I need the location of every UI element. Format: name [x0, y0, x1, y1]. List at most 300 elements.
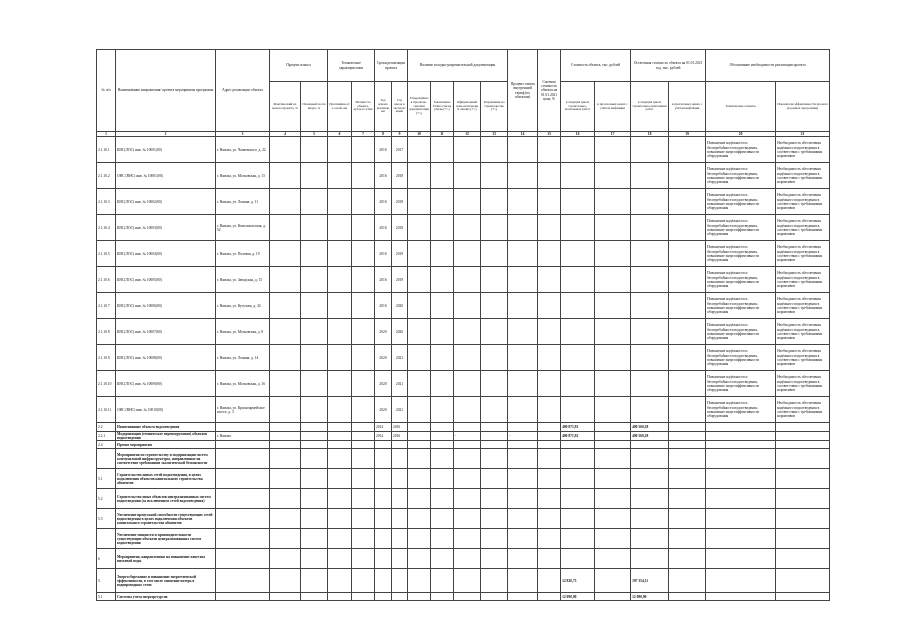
table-row	[97, 241, 830, 267]
table-cell: Энергосбережение и повышение энергетической эффективности, в том числе снижение потерь в водопроводных сетях	[116, 569, 216, 593]
table-cell: г. Вязьма, ул. Кутузова, д. 43	[216, 293, 270, 319]
table-cell	[270, 137, 301, 163]
table-cell	[538, 319, 561, 345]
table-cell	[595, 397, 631, 423]
table-cell: г. Вязьма, ул. Заводская, д. 13	[216, 267, 270, 293]
table-cell	[561, 319, 595, 345]
table-cell	[454, 345, 481, 371]
table-cell	[270, 423, 301, 432]
table-cell	[776, 593, 830, 601]
table-cell	[216, 529, 270, 549]
table-cell: 2014	[375, 423, 392, 432]
section-row	[97, 469, 830, 489]
table-cell: КНС(ЛОС) инв. № 10004(00)	[116, 241, 216, 267]
table-row	[97, 371, 830, 397]
table-cell	[431, 267, 454, 293]
table-cell	[595, 163, 631, 189]
table-cell	[595, 189, 631, 215]
table-cell	[538, 489, 561, 509]
table-cell	[216, 449, 270, 469]
table-cell	[669, 189, 706, 215]
table-cell	[328, 345, 352, 371]
table-cell	[375, 489, 392, 509]
table-cell	[431, 569, 454, 593]
table-cell	[481, 397, 508, 423]
table-cell	[481, 163, 508, 189]
table-cell	[431, 489, 454, 509]
table-cell	[352, 449, 375, 469]
table-cell	[454, 293, 481, 319]
table-cell	[270, 397, 301, 423]
table-cell	[301, 215, 328, 241]
table-cell	[669, 371, 706, 397]
table-cell	[481, 529, 508, 549]
table-cell: 2021	[392, 397, 408, 423]
column-number: 17	[595, 132, 631, 137]
table-cell	[431, 137, 454, 163]
header-cell: в текущих ценах строительно-монтажных работ	[561, 82, 595, 132]
table-cell	[706, 569, 776, 593]
table-cell	[352, 432, 375, 441]
table-cell	[431, 593, 454, 601]
column-number: 12	[454, 132, 481, 137]
table-cell	[631, 449, 669, 469]
table-cell: Повышение надёжности и бесперебойности водоотведения, повышение энергоэффективности оборудования	[706, 189, 776, 215]
table-cell	[481, 137, 508, 163]
table-cell: Повышение надёжности и бесперебойности водоотведения, повышение энергоэффективности оборудования	[706, 267, 776, 293]
table-cell	[392, 469, 408, 489]
header-cell: Мощность объекта, куб.м в сутки	[352, 82, 375, 132]
table-cell	[301, 449, 328, 469]
table-cell	[669, 441, 706, 449]
table-row	[97, 397, 830, 423]
table-cell	[352, 345, 375, 371]
table-cell	[270, 267, 301, 293]
header-cell: Сроки реализации проекта	[375, 50, 408, 82]
table-cell	[508, 189, 538, 215]
table-cell	[454, 529, 481, 549]
section-row	[97, 529, 830, 549]
table-cell: 2020	[375, 345, 392, 371]
table-cell	[408, 293, 431, 319]
header-cell: в прогнозных ценах с учётом инфляции	[595, 82, 631, 132]
header-cell: Год начала реализации	[375, 82, 392, 132]
table-cell	[631, 267, 669, 293]
section-row	[97, 509, 830, 529]
table-cell	[328, 371, 352, 397]
table-cell	[328, 293, 352, 319]
table-cell	[270, 241, 301, 267]
table-cell	[595, 423, 631, 432]
table-cell: Необходимость обеспечения надёжного водоотведения в соответствии с требованиями нормативов	[776, 215, 830, 241]
table-cell	[595, 267, 631, 293]
table-cell: 2.1.10.1	[97, 137, 116, 163]
header-cell: Плановый после ввода, %	[301, 82, 328, 132]
table-cell	[352, 469, 375, 489]
table-cell	[454, 469, 481, 489]
table-cell	[776, 469, 830, 489]
column-number: 9	[392, 132, 408, 137]
table-cell	[538, 441, 561, 449]
table-cell: Наименование объекта водоотведения	[116, 423, 216, 432]
table-cell	[669, 267, 706, 293]
table-cell	[508, 529, 538, 549]
table-cell	[431, 441, 454, 449]
header-cell: Год ввода в эксплуатацию	[392, 82, 408, 132]
table-cell	[270, 593, 301, 601]
table-cell: 2017	[392, 137, 408, 163]
table-cell	[595, 441, 631, 449]
header-row	[97, 50, 830, 68]
column-number: 16	[561, 132, 595, 137]
table-cell	[454, 267, 481, 293]
table-cell	[408, 137, 431, 163]
table-cell	[669, 449, 706, 469]
column-number: 15	[538, 132, 561, 137]
table-cell	[776, 569, 830, 593]
table-cell	[270, 469, 301, 489]
header-cell: Заключение Главгосэкспертизы (+/-)	[431, 82, 454, 132]
table-cell	[595, 509, 631, 529]
table-cell	[216, 423, 270, 432]
table-row	[97, 163, 830, 189]
column-number: 1	[97, 132, 116, 137]
table-cell	[669, 397, 706, 423]
table-cell	[375, 449, 392, 469]
table-cell	[508, 267, 538, 293]
table-cell	[454, 449, 481, 469]
table-cell: г. Вязьма, ул. Комсомольская, д. 52	[216, 215, 270, 241]
table-cell: 2.1.10.9	[97, 345, 116, 371]
table-cell	[776, 423, 830, 432]
table-cell	[408, 449, 431, 469]
table-cell	[508, 319, 538, 345]
table-cell: ОНС (ВНС) инв. № 10001(00)	[116, 163, 216, 189]
table-cell	[431, 469, 454, 489]
table-cell	[301, 293, 328, 319]
table-cell	[706, 593, 776, 601]
table-cell	[352, 215, 375, 241]
table-cell: КНС(ЛОС) инв. № 10009(00)	[116, 371, 216, 397]
table-cell	[538, 163, 561, 189]
table-cell	[776, 529, 830, 549]
table-cell: г. Вязьма, ул. Московская, д. 16	[216, 371, 270, 397]
table-cell	[408, 163, 431, 189]
table-cell	[561, 345, 595, 371]
table-cell	[375, 441, 392, 449]
table-cell	[328, 449, 352, 469]
table-cell: 2018	[392, 215, 408, 241]
header-cell: № п/п	[97, 50, 116, 132]
table-cell: 2016	[375, 189, 392, 215]
table-cell	[408, 371, 431, 397]
header-cell: Фактический на начало проекта, %	[270, 82, 301, 132]
column-number: 8	[375, 132, 392, 137]
table-cell	[392, 509, 408, 529]
table-cell	[431, 529, 454, 549]
header-cell: Стоимость объекта, тыс. рублей	[561, 50, 631, 82]
table-cell: 2016	[375, 267, 392, 293]
table-cell	[561, 397, 595, 423]
table-cell: Повышение надёжности и бесперебойности водоотведения, повышение энергоэффективности оборудования	[706, 319, 776, 345]
table-cell	[454, 441, 481, 449]
table-cell: 5.2	[97, 489, 116, 509]
table-cell	[328, 593, 352, 601]
table-cell	[270, 163, 301, 189]
table-cell	[270, 432, 301, 441]
table-cell: Необходимость обеспечения надёжного водоотведения в соответствии с требованиями нормативов	[776, 267, 830, 293]
table-cell: 12 090,00	[561, 593, 595, 601]
table-cell	[375, 529, 392, 549]
column-number: 6	[328, 132, 352, 137]
table-cell	[669, 432, 706, 441]
table-cell: Увеличение мощности и производительности существующих объектов централизованных систем водоотведения	[116, 529, 216, 549]
table-cell: ОНС (ВНС) инв. № 10010(00)	[116, 397, 216, 423]
table-cell	[392, 489, 408, 509]
table-cell	[706, 469, 776, 489]
column-number: 18	[631, 132, 669, 137]
table-cell: КНС(ЛОС) инв. № 10003(00)	[116, 215, 216, 241]
table-cell	[481, 469, 508, 489]
table-cell	[669, 469, 706, 489]
table-cell	[595, 489, 631, 509]
table-row	[97, 319, 830, 345]
table-cell	[776, 549, 830, 569]
table-cell	[328, 215, 352, 241]
table-cell	[270, 345, 301, 371]
table-cell: 2.1.10.3	[97, 189, 116, 215]
table-cell	[561, 469, 595, 489]
table-cell	[508, 137, 538, 163]
table-cell	[352, 397, 375, 423]
table-cell: Строительство иных объектов централизованных систем водоотведения (за исключением сетей водоотведения)	[116, 489, 216, 509]
table-cell	[538, 371, 561, 397]
table-cell	[595, 529, 631, 549]
table-cell: КНС(ЛОС) инв. № 10002(00)	[116, 189, 216, 215]
table-cell	[408, 469, 431, 489]
table-cell	[328, 469, 352, 489]
table-cell	[454, 189, 481, 215]
table-cell	[706, 441, 776, 449]
table-cell	[270, 529, 301, 549]
table-cell	[375, 469, 392, 489]
table-cell: Мероприятия, направленные на повышение качества питьевой воды	[116, 549, 216, 569]
table-cell	[216, 549, 270, 569]
table-cell	[301, 345, 328, 371]
column-number: 13	[481, 132, 508, 137]
table-cell	[97, 529, 116, 549]
table-cell	[408, 345, 431, 371]
table-cell: г. Вязьма	[216, 432, 270, 441]
header-cell: Процент износа	[270, 50, 328, 82]
table-cell: Необходимость обеспечения надёжного водоотведения в соответствии с требованиями нормативов	[776, 137, 830, 163]
table-cell	[595, 345, 631, 371]
table-cell: Повышение надёжности и бесперебойности водоотведения, повышение энергоэффективности оборудования	[706, 163, 776, 189]
table-cell	[301, 241, 328, 267]
table-cell: 5.1	[97, 469, 116, 489]
header-cell: Разрешение на строительство (+/-)	[481, 82, 508, 132]
table-cell	[392, 569, 408, 593]
table-cell	[538, 423, 561, 432]
header-cell: Показатели эффективности проекта (в рамках программы)	[776, 82, 830, 132]
header-cell: Наименование направления/ проекта мероприятия программы	[116, 50, 216, 132]
table-cell	[454, 215, 481, 241]
table-cell	[328, 267, 352, 293]
table-cell: 2019	[392, 267, 408, 293]
table-cell	[352, 241, 375, 267]
table-cell	[352, 529, 375, 549]
column-number: 20	[706, 132, 776, 137]
table-cell	[270, 449, 301, 469]
table-cell	[328, 423, 352, 432]
table-cell	[352, 267, 375, 293]
table-cell	[669, 215, 706, 241]
table-cell: г. Вязьма, ул. Чапаевского, д. 22	[216, 137, 270, 163]
table-cell	[431, 423, 454, 432]
table-cell	[481, 549, 508, 569]
table-row	[97, 267, 830, 293]
table-cell: КНС(ЛОС) инв. № 10007(00)	[116, 319, 216, 345]
table-cell: 2016	[375, 241, 392, 267]
table-cell	[431, 293, 454, 319]
table-cell	[538, 529, 561, 549]
table-cell	[301, 509, 328, 529]
table-cell	[561, 137, 595, 163]
table-cell	[301, 441, 328, 449]
table-cell	[392, 441, 408, 449]
table-cell: 2.1.10.7	[97, 293, 116, 319]
table-cell	[408, 549, 431, 569]
table-cell	[392, 449, 408, 469]
table-cell	[595, 241, 631, 267]
header-cell: Протяжённость сетей, км	[328, 82, 352, 132]
table-cell	[328, 549, 352, 569]
table-cell	[776, 489, 830, 509]
table-cell	[508, 449, 538, 469]
table-cell	[631, 293, 669, 319]
table-cell	[328, 509, 352, 529]
table-cell	[631, 529, 669, 549]
table-cell	[352, 549, 375, 569]
header-cell: Утверждённая проектно-сметная документация (+/-)	[408, 82, 431, 132]
table-cell	[270, 569, 301, 593]
table-cell: Системы учета энергоресурсов	[116, 593, 216, 601]
table-cell	[392, 549, 408, 569]
table-cell: Повышение надёжности и бесперебойности водоотведения, повышение энергоэффективности оборудования	[706, 293, 776, 319]
table-cell: 2016	[375, 215, 392, 241]
table-cell: 2.1.10.8	[97, 319, 116, 345]
table-cell	[669, 319, 706, 345]
table-row	[97, 189, 830, 215]
table-cell	[454, 371, 481, 397]
table-cell	[216, 469, 270, 489]
table-cell: Модернизация (техническое перевооружение) объектов водоотведения	[116, 432, 216, 441]
table-cell	[270, 509, 301, 529]
table-cell	[352, 137, 375, 163]
column-number: 14	[508, 132, 538, 137]
table-cell: Повышение надёжности и бесперебойности водоотведения, повышение энергоэффективности оборудования	[706, 137, 776, 163]
table-cell	[328, 441, 352, 449]
table-cell	[595, 319, 631, 345]
table-cell: Повышение надёжности и бесперебойности водоотведения, повышение энергоэффективности оборудования	[706, 241, 776, 267]
table-cell	[481, 432, 508, 441]
table-cell	[561, 371, 595, 397]
table-cell: г. Вязьма, ул. Московская, д. 15	[216, 163, 270, 189]
table-cell	[508, 241, 538, 267]
table-cell	[431, 397, 454, 423]
header-cell: в прогнозных ценах с учётом инфляции	[669, 82, 706, 132]
table-cell	[481, 241, 508, 267]
table-cell	[328, 432, 352, 441]
table-cell	[631, 469, 669, 489]
table-cell: 400 560,28	[631, 423, 669, 432]
table-cell	[669, 549, 706, 569]
table-cell	[508, 371, 538, 397]
table-cell	[776, 509, 830, 529]
table-cell: 2.2	[97, 423, 116, 432]
table-cell	[561, 189, 595, 215]
table-cell	[508, 469, 538, 489]
table-cell: 5.1	[97, 593, 116, 601]
column-number: 4	[270, 132, 301, 137]
table-cell	[328, 137, 352, 163]
table-cell: КНС(ЛОС) инв. № 10005(00)	[116, 267, 216, 293]
table-cell: Необходимость обеспечения надёжного водоотведения в соответствии с требованиями нормативов	[776, 163, 830, 189]
table-cell	[328, 319, 352, 345]
table-cell	[352, 163, 375, 189]
table-cell: 2020	[392, 319, 408, 345]
table-cell	[301, 319, 328, 345]
table-cell	[328, 569, 352, 593]
subtotal-row	[97, 423, 830, 432]
table-cell	[595, 569, 631, 593]
table-cell	[431, 509, 454, 529]
table-cell	[561, 267, 595, 293]
table-cell	[706, 549, 776, 569]
table-cell: 5.3	[97, 509, 116, 529]
table-cell: 2016	[375, 137, 392, 163]
table-cell: 5.	[97, 569, 116, 593]
table-cell: КНС(ЛОС) инв. № 10001(00)	[116, 137, 216, 163]
column-number: 2	[116, 132, 216, 137]
table-cell	[301, 423, 328, 432]
table-cell	[508, 397, 538, 423]
table-cell	[270, 319, 301, 345]
table-cell	[270, 189, 301, 215]
table-cell	[270, 489, 301, 509]
table-cell	[454, 319, 481, 345]
table-cell	[631, 319, 669, 345]
table-cell: 2014	[375, 432, 392, 441]
table-cell	[454, 241, 481, 267]
section-row	[97, 489, 830, 509]
table-cell	[508, 569, 538, 593]
table-cell	[216, 593, 270, 601]
table-cell	[561, 293, 595, 319]
table-cell	[538, 593, 561, 601]
table-cell	[631, 509, 669, 529]
table-cell	[538, 449, 561, 469]
table-cell: Необходимость обеспечения надёжного водоотведения в соответствии с требованиями нормативов	[776, 293, 830, 319]
table-cell	[631, 215, 669, 241]
table-cell	[595, 215, 631, 241]
table-cell	[270, 293, 301, 319]
table-cell	[595, 549, 631, 569]
table-cell: 2016	[375, 293, 392, 319]
table-cell	[561, 215, 595, 241]
table-cell	[454, 397, 481, 423]
table-cell	[669, 509, 706, 529]
